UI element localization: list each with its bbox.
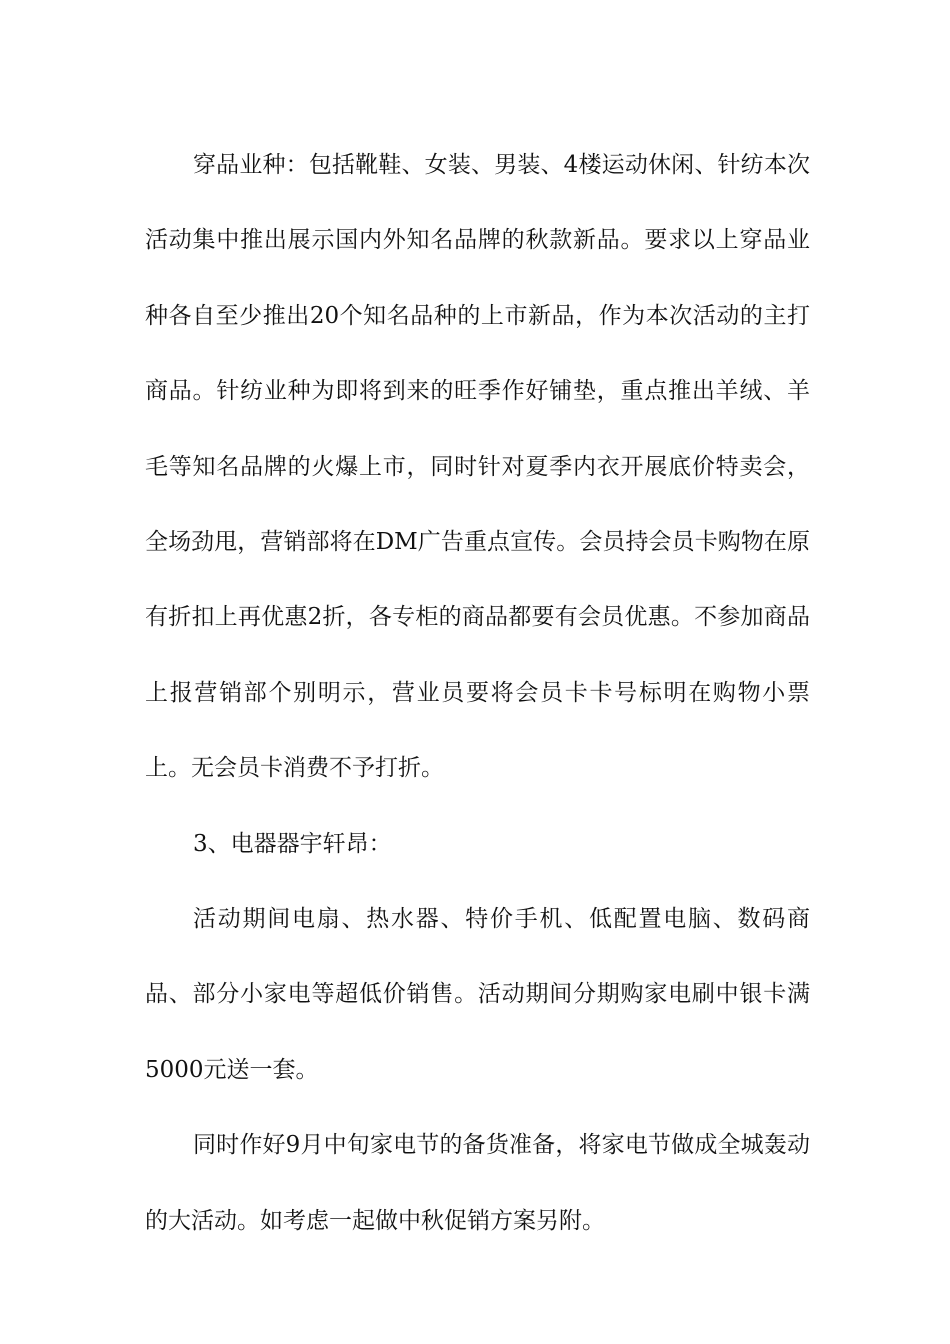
paragraph-festival: 同时作好9月中旬家电节的备货准备，将家电节做成全城轰动的大活动。如考虑一起做中秋促销方案另附。 [145,1132,810,1234]
document-body [145,128,810,1259]
paragraph-apparel: 穿品业种：包括靴鞋、女装、男装、4楼运动休闲、针纺本次活动集中推出展示国内外知名品牌的秋款新品。要求以上穿品业种各自至少推出20个知名品种的上市新品，作为本次活动的主打商品。针纺业种为即将到来的旺季作好铺垫，重点推出羊绒、羊毛等知名品牌的火爆上市，同时针对夏季内衣开展底价特卖会，全场劲甩，营销部将在DM广告重点宣传。会员持会员卡购物在原有折扣上再优惠2折，各专柜的商品都要有会员优惠。不参加商品上报营销部个别明示，营业员要将会员卡卡号标明在购物小票上。无会员卡消费不予打折。 [145,152,810,782]
paragraph-appliances: 活动期间电扇、热水器、特价手机、低配置电脑、数码商品、部分小家电等超低价销售。活动期间分期购家电刷中银卡满5000元送一套。 [145,906,810,1083]
paragraph-section-heading: 3、电器器宇轩昂： [193,830,392,857]
